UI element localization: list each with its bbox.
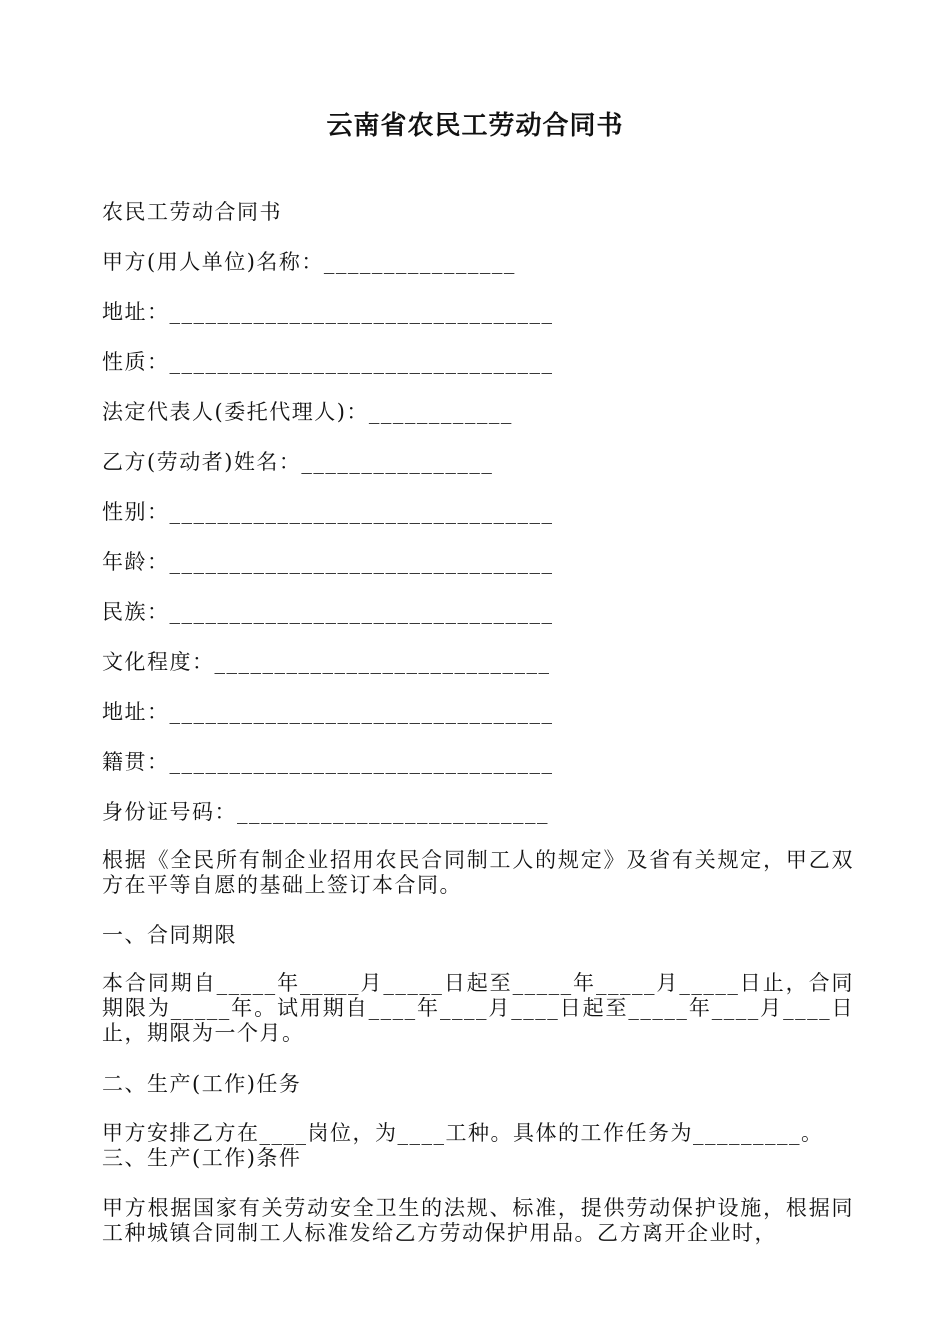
field-worker-address: 地址：________________________________ (102, 700, 554, 724)
section-3-paragraph: 甲方根据国家有关劳动安全卫生的法规、标准，提供劳动保护设施，根据同工种城镇合同制工人标准发给乙方劳动保护用品。乙方离开企业时， (102, 1196, 854, 1245)
field-worker-name: 乙方(劳动者)姓名：________________ (102, 450, 494, 474)
section-1-paragraph: 本合同期自_____年_____月_____日起至_____年_____月_____日止，合同期限为_____年。试用期自____年____月____日起至_____年____月____日止，期限为一个月。 (102, 971, 854, 1045)
field-employer-address: 地址：________________________________ (102, 300, 554, 324)
field-worker-ethnicity: 民族：________________________________ (102, 600, 554, 624)
field-worker-age: 年龄：________________________________ (102, 550, 554, 574)
field-legal-representative: 法定代表人(委托代理人)：____________ (102, 400, 513, 424)
field-employer-nature: 性质：________________________________ (102, 350, 554, 374)
field-worker-id-number: 身份证号码：__________________________ (102, 800, 549, 824)
section-3-heading: 三、生产(工作)条件 (102, 1146, 302, 1170)
preamble-paragraph: 根据《全民所有制企业招用农民合同制工人的规定》及省有关规定，甲乙双方在平等自愿的基础上签订本合同。 (102, 848, 854, 897)
field-employer-name: 甲方(用人单位)名称：________________ (102, 250, 516, 274)
field-worker-gender: 性别：________________________________ (102, 500, 554, 524)
document-title: 云南省农民工劳动合同书 (326, 111, 624, 141)
section-2-paragraph: 甲方安排乙方在____岗位，为____工种。具体的工作任务为_________。 (102, 1121, 824, 1145)
section-2-heading: 二、生产(工作)任务 (102, 1072, 302, 1096)
document-subtitle: 农民工劳动合同书 (102, 200, 282, 224)
field-worker-native-place: 籍贯：________________________________ (102, 750, 554, 774)
section-1-heading: 一、合同期限 (102, 923, 237, 947)
field-worker-education: 文化程度：____________________________ (102, 650, 551, 674)
